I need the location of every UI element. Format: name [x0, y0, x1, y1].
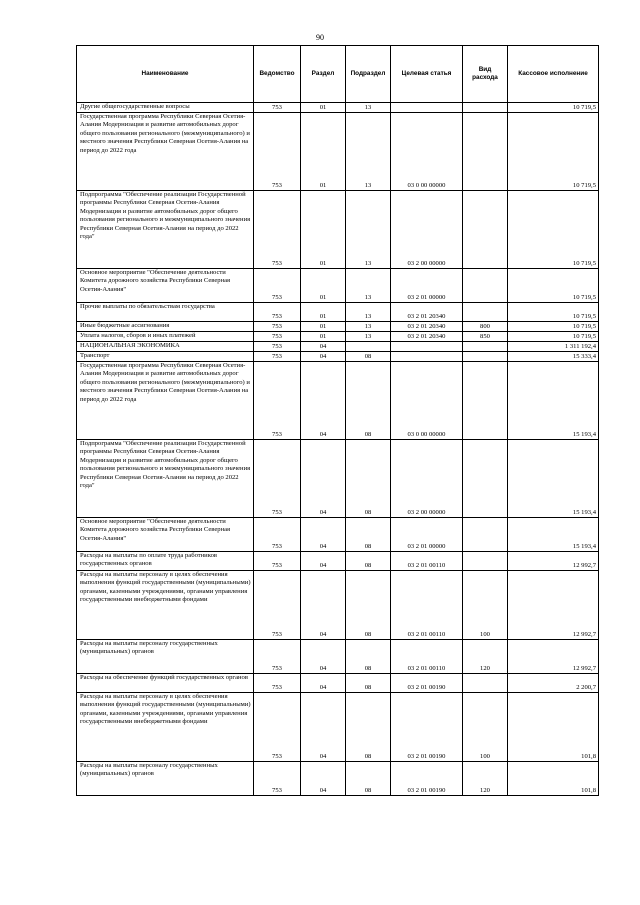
row-section: 01 [301, 332, 346, 342]
row-amount: 15 193,4 [508, 518, 599, 552]
row-amount: 2 200,7 [508, 674, 599, 693]
row-name: Государственная программа Республики Северная Осетия-Алания Модернизация и развитие автомобильных дорог общего пользования регионального (межмуниципального) и местного значения Республики Северная Осетия-Алания на период до 2022 года [77, 113, 254, 191]
row-amount: 10 719,5 [508, 269, 599, 303]
row-amount: 15 193,4 [508, 362, 599, 440]
row-section: 04 [301, 640, 346, 674]
row-subsection: 08 [346, 693, 391, 762]
table-row [77, 332, 599, 342]
row-dept: 753 [254, 440, 301, 518]
row-dept: 753 [254, 113, 301, 191]
row-subsection: 08 [346, 762, 391, 796]
row-amount: 10 719,5 [508, 322, 599, 332]
row-dept: 753 [254, 269, 301, 303]
row-expense-type [463, 552, 508, 571]
row-subsection: 13 [346, 322, 391, 332]
header-target: Целевая статья [391, 46, 463, 103]
row-amount: 101,8 [508, 762, 599, 796]
row-amount: 12 992,7 [508, 640, 599, 674]
row-target: 03 2 01 00110 [391, 571, 463, 640]
table-row [77, 191, 599, 269]
row-section: 01 [301, 303, 346, 322]
row-dept: 753 [254, 571, 301, 640]
row-subsection: 13 [346, 103, 391, 113]
row-subsection: 08 [346, 352, 391, 362]
row-subsection: 08 [346, 518, 391, 552]
row-target: 03 2 01 00190 [391, 693, 463, 762]
row-name: Подпрограмма "Обеспечение реализации Государственной программы Республики Северная Осетия-Алания Модернизация и развитие автомобильных дорог общего пользования регионального и межмуниципального значения Республики Северная Осетия-Алания на период до 2022 года" [77, 191, 254, 269]
row-subsection: 13 [346, 113, 391, 191]
table-row [77, 342, 599, 352]
table-row [77, 552, 599, 571]
page-number: 90 [316, 33, 324, 42]
row-section: 04 [301, 440, 346, 518]
header-name: Наименование [77, 46, 254, 103]
row-target [391, 342, 463, 352]
table-row [77, 352, 599, 362]
row-target: 03 0 00 00000 [391, 113, 463, 191]
row-amount: 15 333,4 [508, 352, 599, 362]
row-name: Государственная программа Республики Северная Осетия-Алания Модернизация и развитие автомобильных дорог общего пользования регионального (межмуниципального) и местного значения Республики Северная Осетия-Алания на период до 2022 года [77, 362, 254, 440]
row-expense-type: 100 [463, 571, 508, 640]
row-name: Расходы на обеспечение функций государственных органов [77, 674, 254, 693]
row-section: 04 [301, 693, 346, 762]
row-name: Расходы на выплаты персоналу в целях обеспечения выполнения функций государственными (муниципальными) органами, казенными учреждениями, органами управления государственными внебюджетными фондами [77, 571, 254, 640]
row-expense-type: 120 [463, 762, 508, 796]
row-section: 01 [301, 113, 346, 191]
row-target: 03 0 00 00000 [391, 362, 463, 440]
row-amount: 12 992,7 [508, 571, 599, 640]
row-name: Подпрограмма "Обеспечение реализации Государственной программы Республики Северная Осетия-Алания Модернизация и развитие автомобильных дорог общего пользования регионального и межмуниципального значения Республики Северная Осетия-Алания на период до 2022 года" [77, 440, 254, 518]
table-row [77, 113, 599, 191]
row-amount: 10 719,5 [508, 191, 599, 269]
row-dept: 753 [254, 362, 301, 440]
row-section: 04 [301, 552, 346, 571]
row-target: 03 2 01 00110 [391, 552, 463, 571]
row-target: 03 2 01 00190 [391, 762, 463, 796]
header-amount: Кассовое исполнение [508, 46, 599, 103]
row-amount: 101,8 [508, 693, 599, 762]
row-subsection: 13 [346, 332, 391, 342]
header-subsection: Подраздел [346, 46, 391, 103]
row-name: Другие общегосударственные вопросы [77, 103, 254, 113]
row-name: Иные бюджетные ассигнования [77, 322, 254, 332]
row-name: Расходы на выплаты персоналу в целях обеспечения выполнения функций государственными (муниципальными) органами, казенными учреждениями, органами управления государственными внебюджетными фондами [77, 693, 254, 762]
row-dept: 753 [254, 342, 301, 352]
table-row [77, 322, 599, 332]
row-dept: 753 [254, 332, 301, 342]
row-target: 03 2 01 00190 [391, 674, 463, 693]
row-subsection: 08 [346, 440, 391, 518]
row-target: 03 2 00 00000 [391, 440, 463, 518]
row-expense-type: 120 [463, 640, 508, 674]
table-row [77, 762, 599, 796]
row-target [391, 352, 463, 362]
row-target: 03 2 01 20340 [391, 322, 463, 332]
table-row [77, 269, 599, 303]
row-subsection: 13 [346, 191, 391, 269]
budget-table [76, 45, 599, 796]
row-dept: 753 [254, 191, 301, 269]
row-dept: 753 [254, 303, 301, 322]
row-target: 03 2 01 20340 [391, 303, 463, 322]
row-name: Расходы на выплаты персоналу государственных (муниципальных) органов [77, 762, 254, 796]
row-section: 04 [301, 342, 346, 352]
row-expense-type [463, 352, 508, 362]
row-target: 03 2 01 00000 [391, 518, 463, 552]
row-amount: 10 719,5 [508, 332, 599, 342]
row-dept: 753 [254, 640, 301, 674]
row-name: Расходы на выплаты персоналу государственных (муниципальных) органов [77, 640, 254, 674]
header-section: Раздел [301, 46, 346, 103]
row-name: НАЦИОНАЛЬНАЯ ЭКОНОМИКА [77, 342, 254, 352]
row-amount: 15 193,4 [508, 440, 599, 518]
row-section: 01 [301, 269, 346, 303]
row-target: 03 2 01 20340 [391, 332, 463, 342]
row-amount: 10 719,5 [508, 103, 599, 113]
row-target: 03 2 00 00000 [391, 191, 463, 269]
row-name: Основное мероприятие "Обеспечение деятельности Комитета дорожного хозяйства Республики Северная Осетия-Алания" [77, 518, 254, 552]
row-dept: 753 [254, 103, 301, 113]
row-target: 03 2 01 00000 [391, 269, 463, 303]
table-row [77, 693, 599, 762]
row-expense-type: 850 [463, 332, 508, 342]
row-subsection: 08 [346, 552, 391, 571]
row-dept: 753 [254, 693, 301, 762]
row-expense-type [463, 269, 508, 303]
row-subsection: 08 [346, 362, 391, 440]
row-section: 04 [301, 352, 346, 362]
row-expense-type [463, 113, 508, 191]
row-expense-type [463, 303, 508, 322]
table-row [77, 103, 599, 113]
row-section: 01 [301, 103, 346, 113]
row-name: Уплата налогов, сборов и иных платежей [77, 332, 254, 342]
row-expense-type [463, 103, 508, 113]
header-expense-type: Вид расхода [463, 46, 508, 103]
row-section: 04 [301, 362, 346, 440]
table-row [77, 674, 599, 693]
row-dept: 753 [254, 552, 301, 571]
row-subsection [346, 342, 391, 352]
row-amount: 10 719,5 [508, 113, 599, 191]
table-header-row [77, 46, 599, 103]
row-expense-type [463, 191, 508, 269]
table-row [77, 303, 599, 322]
row-name: Основное мероприятие "Обеспечение деятельности Комитета дорожного хозяйства Республики Северная Осетия-Алания" [77, 269, 254, 303]
row-dept: 753 [254, 322, 301, 332]
table-row [77, 440, 599, 518]
row-subsection: 08 [346, 640, 391, 674]
row-section: 04 [301, 518, 346, 552]
row-expense-type [463, 518, 508, 552]
row-subsection: 08 [346, 571, 391, 640]
row-section: 04 [301, 762, 346, 796]
row-amount: 1 311 192,4 [508, 342, 599, 352]
row-subsection: 13 [346, 269, 391, 303]
row-dept: 753 [254, 518, 301, 552]
table-row [77, 571, 599, 640]
row-section: 04 [301, 571, 346, 640]
row-name: Прочие выплаты по обязательствам государства [77, 303, 254, 322]
row-expense-type [463, 674, 508, 693]
row-target [391, 103, 463, 113]
row-expense-type [463, 342, 508, 352]
row-section: 01 [301, 191, 346, 269]
row-name: Транспорт [77, 352, 254, 362]
row-name: Расходы на выплаты по оплате труда работников государственных органов [77, 552, 254, 571]
row-expense-type: 800 [463, 322, 508, 332]
table-row [77, 640, 599, 674]
row-subsection: 13 [346, 303, 391, 322]
row-subsection: 08 [346, 674, 391, 693]
row-dept: 753 [254, 352, 301, 362]
row-expense-type: 100 [463, 693, 508, 762]
row-expense-type [463, 362, 508, 440]
header-dept: Ведомство [254, 46, 301, 103]
table-row [77, 362, 599, 440]
row-section: 01 [301, 322, 346, 332]
row-amount: 10 719,5 [508, 303, 599, 322]
row-dept: 753 [254, 674, 301, 693]
row-target: 03 2 01 00110 [391, 640, 463, 674]
row-amount: 12 992,7 [508, 552, 599, 571]
table-row [77, 518, 599, 552]
row-dept: 753 [254, 762, 301, 796]
row-section: 04 [301, 674, 346, 693]
row-expense-type [463, 440, 508, 518]
